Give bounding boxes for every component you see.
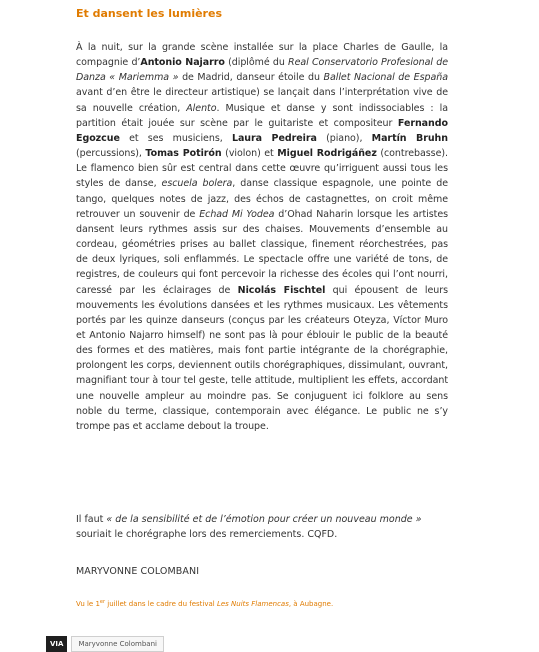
bold-name: Nicolás Fischtel bbox=[237, 284, 326, 296]
italic-title: Ballet Nacional de España bbox=[323, 72, 448, 84]
text-run: À la nuit, sur la grande scène installée sur la place Charles de Gaulle, la compagnie d’ bbox=[76, 42, 448, 69]
text-run: avant d’en être le directeur artistique) se lançait dans l’interprétation vive de sa nouvelle création, bbox=[76, 87, 448, 114]
article-heading: Et dansent les lumières bbox=[76, 7, 222, 20]
text-run: de Madrid, danseur étoile du bbox=[178, 72, 324, 84]
text-run: qui épousent de leurs mouvements les évolutions dansées et les rythmes musicaux. Les vêtements portés par les quinze danseurs (conçus par les créateurs Oteyza, Víctor Muro et Antonio Najarro himself) ne sont pas là pour éblouir le public de la beauté des formes et des matières, mais font partie intégrante de la chorégraphie, prolongent les corps, deviennent outils chorégraphiques, dissimulant, ouvrant, magnifiant tour à tour tel geste, telle attitude, multiplient les effets, accordant une nouvelle ampleur au moindre pas. Se conjuguent ici folklore au sens noble du terme, classique, contemporain avec élégance. Le public ne s’y trompe pas et acclame debout la troupe. bbox=[76, 284, 449, 432]
quote-suffix: souriait le chorégraphe lors des remerciements. CQFD. bbox=[76, 529, 338, 540]
bold-name: Miguel Rodrigáñez bbox=[277, 148, 377, 160]
footnote-festival: Les Nuits Flamencas bbox=[216, 600, 289, 608]
bold-name: Martín Bruhn bbox=[371, 132, 448, 144]
text-run: (contrebasse). Le flamenco bien sûr est central dans cette œuvre qu’irriguent aussi tous les styles de danse, bbox=[76, 148, 448, 190]
article-paragraph-quote bbox=[76, 512, 448, 542]
quote-text: « de la sensibilité et de l’émotion pour créer un nouveau monde » bbox=[106, 514, 422, 525]
paragraph-text bbox=[76, 40, 448, 434]
author-byline[interactable] bbox=[46, 636, 164, 652]
text-run: (piano), bbox=[316, 132, 372, 144]
bold-name: Fernando Egozcue bbox=[76, 117, 448, 144]
quote-prefix: Il faut bbox=[76, 514, 107, 525]
via-badge: VIA bbox=[46, 636, 67, 652]
italic-title: Real Conservatorio Profesional de Danza « Mariemma » bbox=[76, 57, 449, 84]
text-run: , danse classique espagnole, une pointe de tango, quelques notes de jazz, des échos de castagnettes, on croit même retrouver un souvenir de bbox=[76, 178, 448, 220]
italic-title: Echad Mi Yodea bbox=[199, 208, 275, 220]
text-run: (percussions), bbox=[76, 148, 146, 160]
footnote-date: Vu le 1 bbox=[76, 600, 100, 608]
italic-title: escuela bolera bbox=[161, 178, 233, 190]
footnote-middle: juillet dans le cadre du festival bbox=[105, 600, 217, 608]
italic-title: Alento bbox=[186, 102, 217, 114]
performance-footnote bbox=[76, 597, 333, 609]
text-run: d’Ohad Naharin lorsque les artistes dansent leurs rythmes assis sur des chaises. Mouvements d’ensemble au cordeau, géométries prises au ballet classique, finement réorchestrées, pas de deux lyriques, soli enflammés. Le spectacle offre une variété de tons, de registres, de couleurs qui font percevoir la richesse des écoles qui l’ont nourri, caressé par les éclairages de bbox=[76, 208, 449, 296]
bold-name: Antonio Najarro bbox=[140, 57, 225, 69]
footnote-location: , à Aubagne. bbox=[288, 600, 334, 608]
text-run: (diplômé du bbox=[224, 57, 289, 69]
text-run: et ses musiciens, bbox=[119, 132, 232, 144]
footnote-ordinal: er bbox=[99, 599, 106, 605]
author-signature: MARYVONNE COLOMBANI bbox=[76, 566, 200, 577]
text-run: . Musique et danse y sont indissociables : la partition était jouée sur scène par le guitariste et compositeur bbox=[76, 102, 448, 129]
bold-name: Tomas Potirón bbox=[145, 148, 222, 160]
text-run: (violon) et bbox=[221, 148, 278, 160]
article-paragraph-main bbox=[76, 40, 448, 434]
author-link[interactable]: Maryvonne Colombani bbox=[71, 636, 164, 652]
bold-name: Laura Pedreira bbox=[231, 132, 317, 144]
